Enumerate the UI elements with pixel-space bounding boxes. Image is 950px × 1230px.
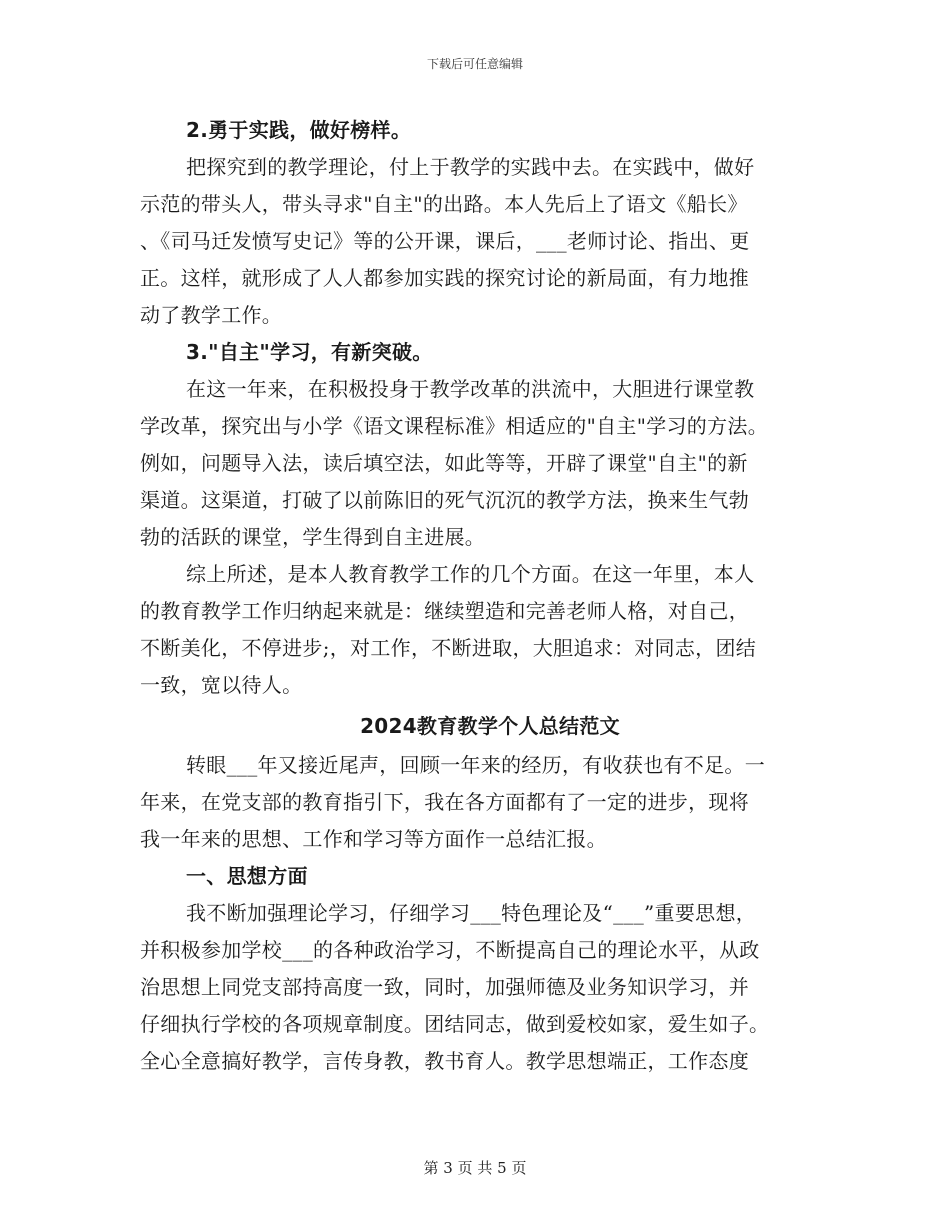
paragraph-line: 不断美化，不停进步;，对工作，不断进取，大胆追求：对同志，团结 <box>140 636 757 660</box>
paragraph-line: 我不断加强理论学习，仔细学习___特色理论及“___”重要思想， <box>186 901 757 925</box>
paragraph-line: 渠道。这渠道，打破了以前陈旧的死气沉沉的教学方法，换来生气勃 <box>140 488 749 512</box>
paragraph-line: 治思想上同党支部持高度一致，同时，加强师德及业务知识学习，并 <box>140 975 749 999</box>
paragraph-line: 把探究到的教学理论，付上于教学的实践中去。在实践中，做好 <box>186 155 755 179</box>
page-header: 下载后可任意编辑 <box>426 57 523 71</box>
paragraph-line: 年来，在党支部的教育指引下，我在各方面都有了一定的进步，现将 <box>140 790 749 814</box>
paragraph-line: 综上所述，是本人教育教学工作的几个方面。在这一年里，本人 <box>186 562 755 586</box>
document-body <box>140 112 840 1080</box>
paragraph-line: 例如，问题导入法，读后填空法，如此等等，开辟了课堂"自主"的新 <box>140 451 748 475</box>
paragraph-line: 学改革，探究出与小学《语文课程标准》相适应的"自主"学习的方法。 <box>140 414 768 438</box>
paragraph-line: 全心全意搞好教学，言传身教，教书育人。教学思想端正，工作态度 <box>140 1049 749 1073</box>
paragraph-line: 、《司马迁发愤写史记》等的公开课，课后，___老师讨论、指出、更 <box>140 229 750 253</box>
section-heading: 2.勇于实践，做好榜样。 <box>186 118 412 142</box>
section-heading: 一、思想方面 <box>186 864 308 888</box>
page-footer: 第 3 页 共 5 页 <box>423 1159 527 1177</box>
paragraph-line: 一致，宽以待人。 <box>140 673 303 697</box>
paragraph-line: 并积极参加学校___的各种政治学习，不断提高自己的理论水平，从政 <box>140 938 760 962</box>
paragraph-line: 在这一年来，在积极投身于教学改革的洪流中，大胆进行课堂教 <box>186 377 755 401</box>
section-heading: 3."自主"学习，有新突破。 <box>186 340 433 364</box>
paragraph-line: 示范的带头人，带头寻求"自主"的出路。本人先后上了语文《船长》 <box>140 192 748 216</box>
paragraph-line: 仔细执行学校的各项规章制度。团结同志，做到爱校如家，爱生如子。 <box>140 1012 770 1036</box>
paragraph-line: 转眼___年又接近尾声，回顾一年来的经历，有收获也有不足。一 <box>186 753 765 777</box>
paragraph-line: 勃的活跃的课堂，学生得到自主进展。 <box>140 525 486 549</box>
paragraph-line: 我一年来的思想、工作和学习等方面作一总结汇报。 <box>140 827 607 851</box>
paragraph-line: 的教育教学工作归纳起来就是：继续塑造和完善老师人格，对自己， <box>140 599 749 623</box>
paragraph-line: 动了教学工作。 <box>140 303 283 327</box>
article-title: 2024教育教学个人总结范文 <box>360 714 620 738</box>
paragraph-line: 正。这样，就形成了人人都参加实践的探究讨论的新局面，有力地推 <box>140 266 749 290</box>
